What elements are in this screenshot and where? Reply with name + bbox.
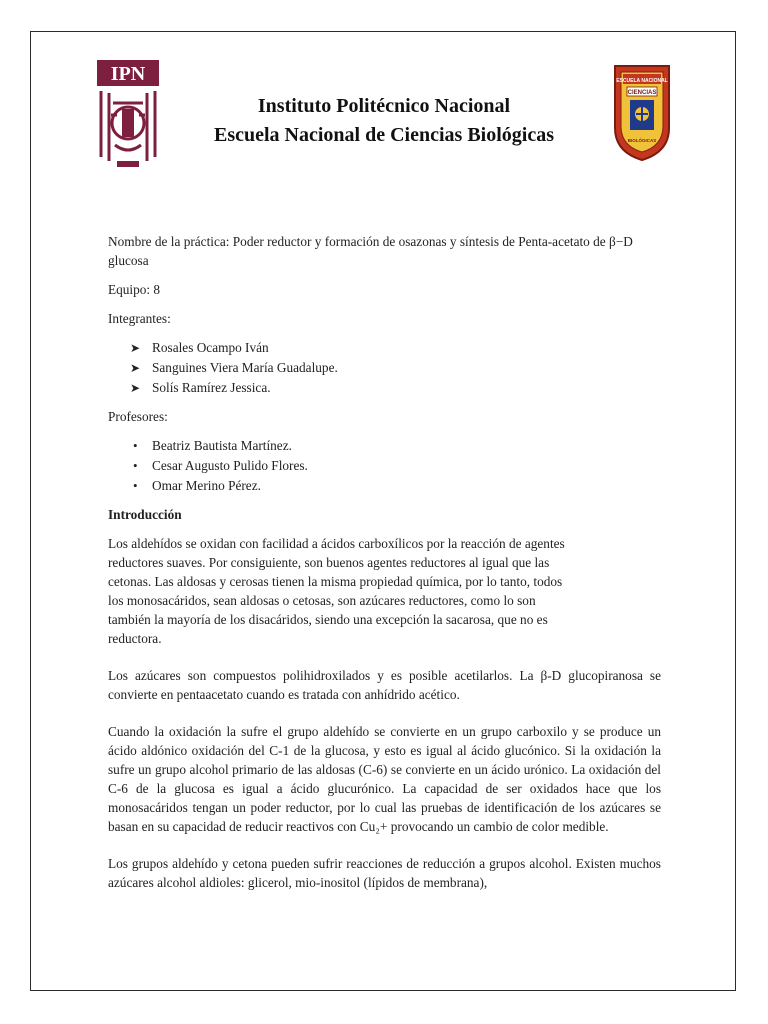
encb-logo-top-text: ESCUELA NACIONAL	[616, 78, 668, 84]
section-heading: Introducción	[108, 507, 182, 522]
intro-paragraph-3: Cuando la oxidación la sufre el grupo aldehído se convierte en un grupo carboxilo y se produce un ácido aldónico oxidación del C-1 de la glucosa, y esto es igual al ácido glucónico. Si la oxidación la sufre un grupo alcohol primario de las aldosas (C-6) se convierte en un ácido urónico. La oxidación del C-6 de la glucosa es igual a ácido glucurónico. La capacidad de ser oxidados hace que los monosacáridos tengan un poder reductor, por lo cual las pruebas de identificación de los azúcares se basan en su capacidad de reducir reactivos con Cu₂+ provocando un cambio de color medible.	[108, 724, 661, 834]
document-body	[108, 232, 661, 910]
arrow-bullet-icon: ➤	[130, 361, 141, 375]
professors-label: Profesores:	[108, 409, 168, 424]
document-page	[30, 31, 736, 991]
encb-logo-bottom-text: BIOLÓGICAS	[627, 138, 657, 143]
list-item: • Cesar Augusto Pulido Flores.	[108, 456, 661, 476]
school-name: Escuela Nacional de Ciencias Biológicas	[214, 124, 554, 146]
intro-paragraph-2: Los azúcares son compuestos polihidroxilados y es posible acetilarlos. La β-D glucopiranosa se convierte en pentaacetato cuando es tratada con anhídrido acético.	[108, 668, 661, 702]
bullet-dot-icon: •	[133, 478, 138, 493]
professors-list	[108, 436, 661, 496]
members-list	[108, 338, 661, 398]
intro-paragraph-4: Los grupos aldehído y cetona pueden sufrir reacciones de reducción a grupos alcohol. Existen muchos azúcares alcohol aldioles: glicerol, mio-inositol (lípidos de membrana),	[108, 856, 661, 890]
intro-paragraph-1: Los aldehídos se oxidan con facilidad a ácidos carboxílicos por la reacción de agentes reductores suaves. Por consiguiente, son buenos agentes reductores al igual que las cetonas. Las aldosas y cerosas tienen la misma propiedad química, por lo tanto, todos los monosacáridos, sean aldosas o cetosas, son azúcares reductores, como lo son también la mayoría de los disacáridos, siendo una excepción la sacarosa, que no es reductora.	[108, 536, 565, 646]
arrow-bullet-icon: ➤	[130, 381, 141, 395]
bullet-dot-icon: •	[133, 458, 138, 473]
encb-logo	[611, 62, 673, 162]
encb-logo-mid-text: CIENCIAS	[627, 90, 657, 96]
members-label: Integrantes:	[108, 311, 171, 326]
team-number: Equipo: 8	[108, 282, 161, 297]
ipn-logo-text: IPN	[110, 63, 146, 85]
list-item: ➤ Sanguines Viera María Guadalupe.	[108, 358, 661, 378]
arrow-bullet-icon: ➤	[130, 341, 141, 355]
bullet-dot-icon: •	[133, 438, 138, 453]
list-item: • Beatriz Bautista Martínez.	[108, 436, 661, 456]
list-item: ➤ Rosales Ocampo Iván	[108, 338, 661, 358]
institution-name: Instituto Politécnico Nacional	[257, 95, 511, 117]
list-item: • Omar Merino Pérez.	[108, 476, 661, 496]
practice-name: Nombre de la práctica: Poder reductor y formación de osazonas y síntesis de Penta-acetato de β−D glucosa	[108, 234, 633, 268]
list-item: ➤ Solís Ramírez Jessica.	[108, 378, 661, 398]
